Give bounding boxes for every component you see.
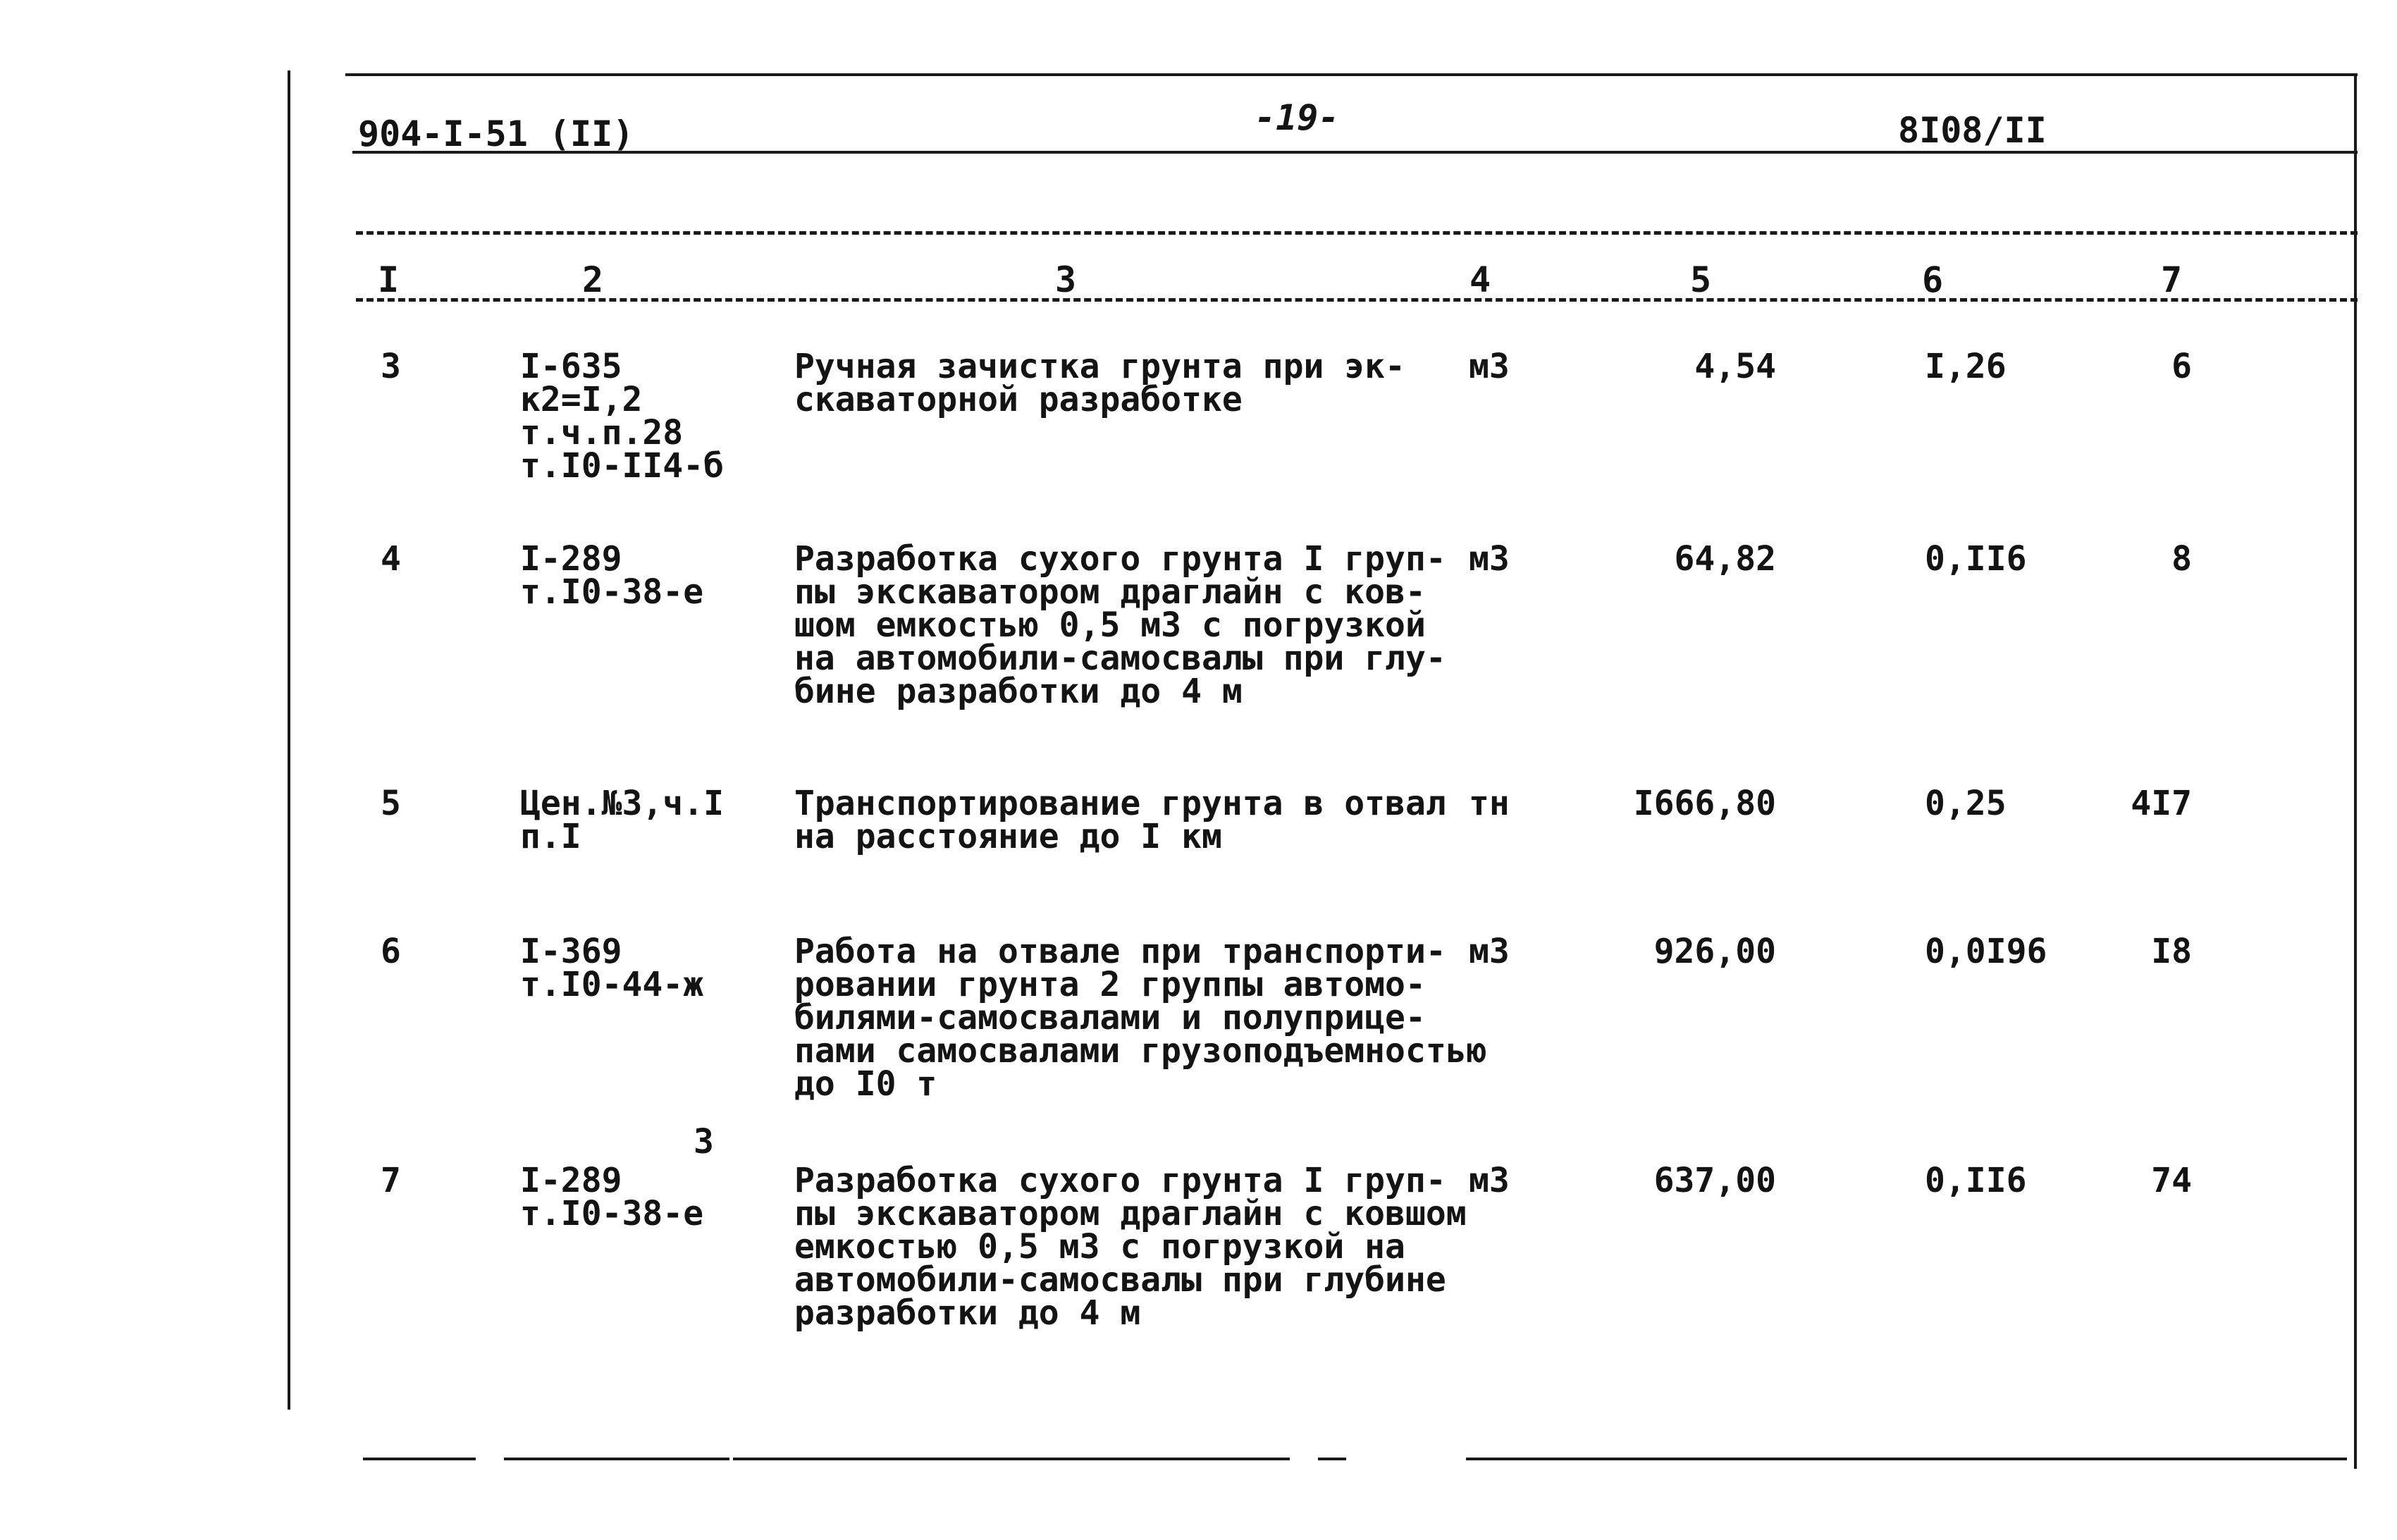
column-header-2: 2 xyxy=(582,259,604,300)
row-description: Транспортирование грунта в отвал на расстояние до I км xyxy=(794,784,1446,856)
row-description: Работа на отвале при транспорти- ровании грунта 2 группы автомо- билями-самосвалами и полуприце- пами самосвалами грузоподъемностью до I0 т xyxy=(794,932,1487,1104)
bottom-rule-segment-1 xyxy=(363,1458,476,1460)
header-underline xyxy=(352,151,2358,154)
row-unit: м3 xyxy=(1469,539,1510,579)
row-unit: м3 xyxy=(1469,1161,1510,1200)
row-quantity: 64,82 xyxy=(1674,539,1776,579)
row-unit: м3 xyxy=(1469,347,1510,386)
row-code: I-289 т.I0-38-е xyxy=(520,539,704,612)
row-code: Цен.№3,ч.I п.I xyxy=(520,784,724,856)
row-unit: тн xyxy=(1469,784,1510,823)
column-header-7: 7 xyxy=(2161,259,2183,300)
column-header-6: 6 xyxy=(1922,259,1944,300)
row-unit: м3 xyxy=(1469,932,1510,971)
bottom-rule-segment-2 xyxy=(504,1458,729,1460)
row-rate: 0,II6 xyxy=(1925,1161,2027,1200)
row-total: 4I7 xyxy=(2131,784,2192,823)
row-rate: 0,II6 xyxy=(1925,539,2027,579)
row-quantity: 4,54 xyxy=(1694,347,1776,386)
row-total: 74 xyxy=(2151,1161,2192,1200)
column-header-1: I xyxy=(378,259,400,300)
top-border-line xyxy=(345,73,2358,76)
column-header-bottom-rule xyxy=(356,298,2358,302)
bottom-rule-segment-4 xyxy=(1318,1458,1346,1460)
row-quantity: 637,00 xyxy=(1653,1161,1776,1200)
row-code: I-289 т.I0-38-е xyxy=(520,1161,704,1233)
bottom-rule-segment-3 xyxy=(733,1458,1290,1460)
bottom-rule-segment-5 xyxy=(1466,1458,2347,1460)
page-number: -19- xyxy=(1255,97,1340,138)
row-number: 5 xyxy=(381,784,401,823)
column-header-5: 5 xyxy=(1690,259,1712,300)
row-total: I8 xyxy=(2151,932,2192,971)
row-rate: 0,25 xyxy=(1925,784,2007,823)
row-description: Разработка сухого грунта I груп- пы экскаватором драглайн с ков- шом емкостью 0,5 м3 с погрузкой на автомобили-самосвалы при глу- бине разработки до 4 м xyxy=(794,539,1446,711)
left-margin-line xyxy=(288,70,290,1410)
row-rate: 0,0I96 xyxy=(1925,932,2047,971)
row-code: I-369 т.I0-44-ж xyxy=(520,932,704,1004)
row-total: 6 xyxy=(2171,347,2192,386)
row-code: I-635 к2=I,2 т.ч.п.28 т.I0-II4-б xyxy=(520,347,724,486)
document-number: 904-I-51 (II) xyxy=(358,113,634,154)
row-quantity: I666,80 xyxy=(1633,784,1776,823)
row-description: Разработка сухого грунта I груп- пы экскаватором драглайн с ковшом емкостью 0,5 м3 с погрузкой на автомобили-самосвалы при глубине разработки до 4 м xyxy=(794,1161,1467,1333)
column-header-3: 3 xyxy=(1055,259,1077,300)
right-border-line xyxy=(2354,73,2357,1469)
column-header-4: 4 xyxy=(1469,259,1491,300)
sheet-code: 8I08/II xyxy=(1898,110,2047,151)
row-rate: I,26 xyxy=(1925,347,2007,386)
margin-note: 3 xyxy=(694,1122,714,1162)
column-header-top-rule xyxy=(356,231,2358,235)
row-number: 7 xyxy=(381,1161,401,1200)
row-number: 4 xyxy=(381,539,401,579)
row-total: 8 xyxy=(2171,539,2192,579)
row-description: Ручная зачистка грунта при эк- скаваторной разработке xyxy=(794,347,1405,419)
row-number: 6 xyxy=(381,932,401,971)
row-quantity: 926,00 xyxy=(1653,932,1776,971)
row-number: 3 xyxy=(381,347,401,386)
